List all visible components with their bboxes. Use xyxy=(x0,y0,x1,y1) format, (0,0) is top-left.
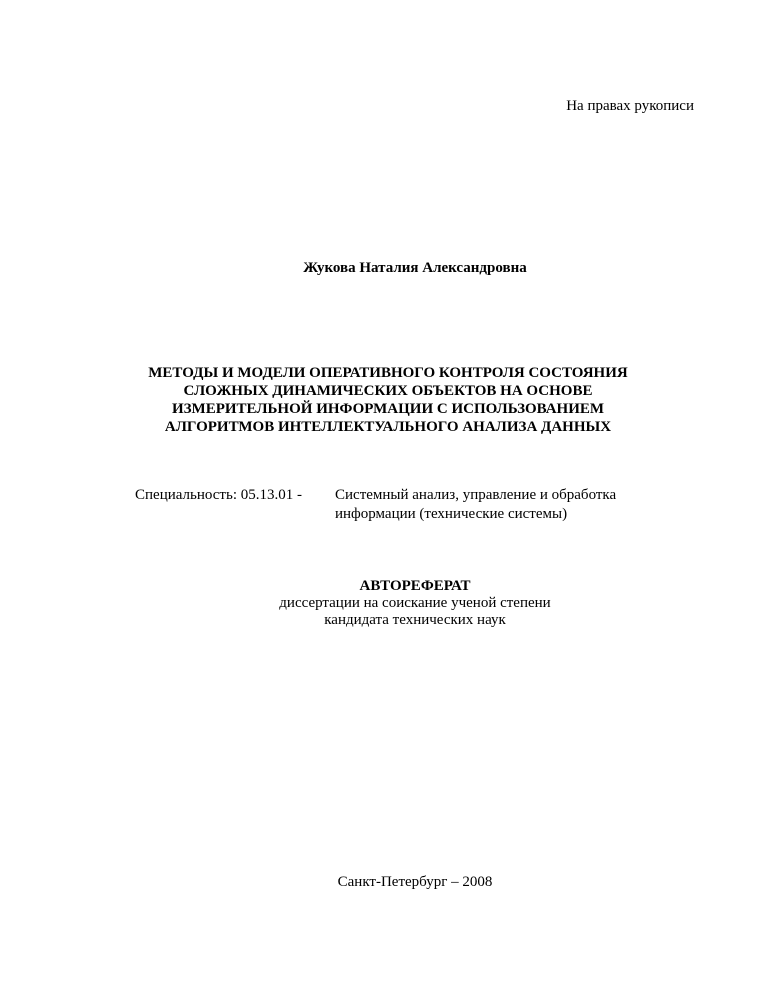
title-line: СЛОЖНЫХ ДИНАМИЧЕСКИХ ОБЪЕКТОВ НА ОСНОВЕ xyxy=(183,383,593,399)
title-line: ИЗМЕРИТЕЛЬНОЙ ИНФОРМАЦИИ С ИСПОЛЬЗОВАНИЕМ xyxy=(171,401,605,417)
author-name: Жукова Наталия Александровна xyxy=(303,260,527,276)
abstract-heading: АВТОРЕФЕРАТ xyxy=(359,578,471,594)
city-year: Санкт-Петербург – 2008 xyxy=(337,874,493,890)
specialty-label: Специальность: 05.13.01 - xyxy=(135,487,302,503)
manuscript-rights-note: На правах рукописи xyxy=(566,98,694,114)
abstract-line: диссертации на соискание ученой степени xyxy=(279,595,551,611)
dissertation-title xyxy=(108,364,668,436)
title-line: МЕТОДЫ И МОДЕЛИ ОПЕРАТИВНОГО КОНТРОЛЯ СОСТОЯНИЯ xyxy=(148,365,628,381)
title-line: АЛГОРИТМОВ ИНТЕЛЛЕКТУАЛЬНОГО АНАЛИЗА ДАННЫХ xyxy=(164,419,612,435)
abstract-line: кандидата технических наук xyxy=(324,612,506,628)
specialty-line: Системный анализ, управление и обработка xyxy=(335,487,617,503)
specialty-line: информации (технические системы) xyxy=(335,506,568,522)
specialty-description xyxy=(335,486,616,524)
abstract-block xyxy=(0,578,768,629)
